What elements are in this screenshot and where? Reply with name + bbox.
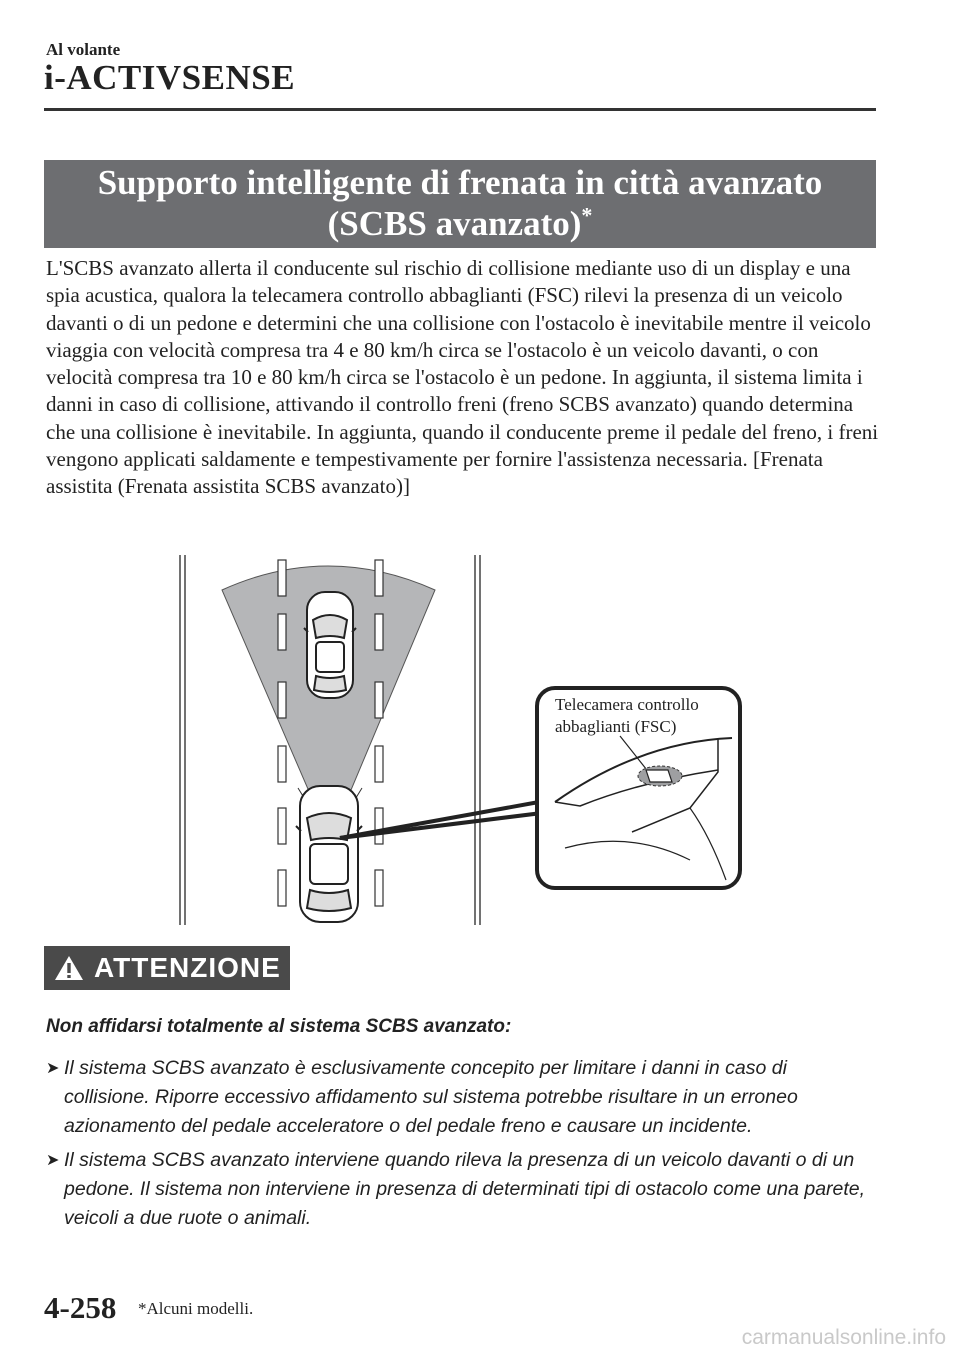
caution-item-text: Il sistema SCBS avanzato interviene quando rileva la presenza di un veicolo davanti o di un pedone. Il sistema non interviene in presenza di determinati tipi di ostacolo come una parete, veicoli a due ruote o animali. bbox=[64, 1149, 866, 1229]
header-divider bbox=[44, 108, 876, 111]
fsc-illustration bbox=[170, 550, 750, 930]
footnote-mark: * bbox=[581, 202, 593, 228]
caution-list bbox=[46, 1054, 866, 1238]
vehicle-ahead bbox=[304, 592, 356, 698]
section-title-banner bbox=[44, 160, 876, 248]
caution-item-text: Il sistema SCBS avanzato è esclusivamente concepito per limitare i danni in caso di collisione. Riporre eccessivo affidamento sul sistema potrebbe risultare in un erroneo azionamento del pedale acceleratore o del pedale freno e causare un incidente. bbox=[64, 1057, 798, 1137]
callout-label-line1: Telecamera controllo bbox=[555, 695, 699, 714]
chapter-title: i-ACTIVSENSE bbox=[44, 58, 296, 97]
own-vehicle bbox=[296, 786, 362, 922]
callout-label-line2: abbaglianti (FSC) bbox=[555, 717, 677, 736]
caution-label: ATTENZIONE bbox=[94, 952, 281, 983]
arrow-bullet-icon: ➤ bbox=[46, 1060, 60, 1077]
watermark: carmanualsonline.info bbox=[741, 1326, 946, 1349]
body-paragraph: L'SCBS avanzato allerta il conducente sul rischio di collisione mediante uso di un display e una spia acustica, qualora la telecamera controllo abbaglianti (FSC) rilevi la presenza di un veicolo davanti o di un pedone e determini che una collisione con l'ostacolo è inevitabile mentre il veicolo viaggia con velocità compresa tra 4 e 80 km/h circa se l'ostacolo è un veicolo davanti, o con velocità compresa tra 10 e 80 km/h circa se l'ostacolo è un pedone. In aggiunta, il sistema limita i danni in caso di collisione, attivando il controllo freni (freno SCBS avanzato) quando determina che una collisione è inevitabile. In aggiunta, quando il conducente preme il pedale del freno, i freni vengono applicati saldamente e tempestivamente per fornire l'assistenza necessaria. [Frenata assistita (Frenata assistita SCBS avanzato)] bbox=[46, 256, 879, 499]
section-title: Supporto intelligente di frenata in città avanzato (SCBS avanzato) bbox=[97, 163, 823, 243]
list-item bbox=[46, 1054, 866, 1141]
caution-badge bbox=[44, 946, 290, 990]
list-item bbox=[46, 1146, 866, 1233]
caution-heading: Non affidarsi totalmente al sistema SCBS avanzato: bbox=[46, 1016, 512, 1037]
warning-triangle-icon bbox=[54, 954, 84, 982]
arrow-bullet-icon: ➤ bbox=[46, 1152, 60, 1169]
section-kicker: Al volante bbox=[46, 40, 121, 59]
page-number: 4-258 bbox=[44, 1290, 117, 1325]
footnote: *Alcuni modelli. bbox=[138, 1299, 254, 1318]
